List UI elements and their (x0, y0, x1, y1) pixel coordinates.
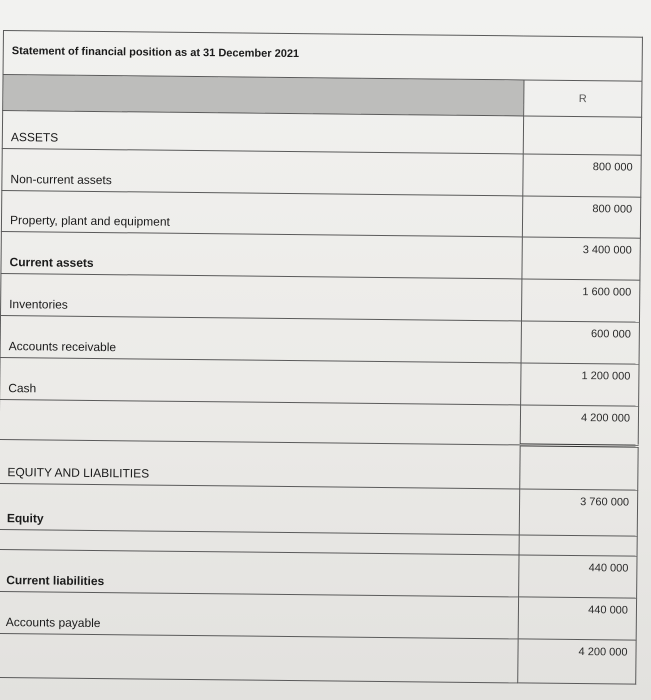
row-amount-equity-and-liabilities (520, 445, 639, 490)
table-row (0, 483, 638, 536)
table-row (0, 591, 637, 640)
statement-title: Statement of financial position as at 31 December 2021 (3, 31, 642, 82)
row-label-non-current-assets: Non-current assets (2, 148, 523, 195)
row-label-current-liabilities: Current liabilities (0, 549, 519, 596)
row-amount-blank (519, 535, 637, 556)
row-label-current-assets: Current assets (1, 231, 522, 278)
row-label-ppe: Property, plant and equipment (1, 190, 522, 236)
table-row (0, 315, 639, 364)
table-row (0, 439, 638, 490)
title-row (3, 31, 642, 82)
row-label-equity: Equity (0, 483, 520, 534)
currency-header: R (523, 80, 642, 117)
table-row (1, 273, 640, 322)
row-label-accounts-payable: Accounts payable (0, 591, 518, 638)
table-row (0, 549, 637, 598)
row-amount-total-assets: 4 200 000 (520, 405, 639, 446)
row-label-cash: Cash (0, 357, 521, 404)
row-amount-current-assets: 3 400 000 (522, 237, 641, 280)
financial-position-table (0, 30, 643, 685)
table-row (1, 231, 640, 280)
table-row (0, 357, 639, 406)
row-amount-current-liabilities: 440 000 (518, 555, 637, 598)
row-label-total-assets (0, 399, 520, 444)
row-label-equity-and-liabilities: EQUITY AND LIABILITIES (0, 439, 520, 488)
row-label-accounts-receivable: Accounts receivable (0, 315, 521, 362)
row-amount-ppe: 800 000 (522, 196, 641, 238)
header-shaded-cell (3, 75, 524, 116)
table-row (2, 148, 641, 197)
row-amount-inventories: 1 600 000 (521, 279, 640, 322)
row-label-total-equity-liabilities (0, 633, 518, 682)
row-amount-accounts-payable: 440 000 (518, 597, 637, 640)
table-row (2, 111, 641, 156)
table-row (0, 399, 639, 446)
row-amount-non-current-assets: 800 000 (523, 154, 642, 197)
table-row (1, 190, 640, 238)
row-amount-total-equity-liabilities: 4 200 000 (517, 639, 636, 684)
row-label-inventories: Inventories (1, 273, 522, 320)
table-row (0, 633, 636, 684)
row-amount-accounts-receivable: 600 000 (521, 321, 640, 364)
row-amount-equity: 3 760 000 (519, 489, 638, 536)
row-amount-assets (523, 116, 642, 155)
row-amount-cash: 1 200 000 (520, 363, 639, 406)
row-label-assets: ASSETS (2, 111, 523, 154)
